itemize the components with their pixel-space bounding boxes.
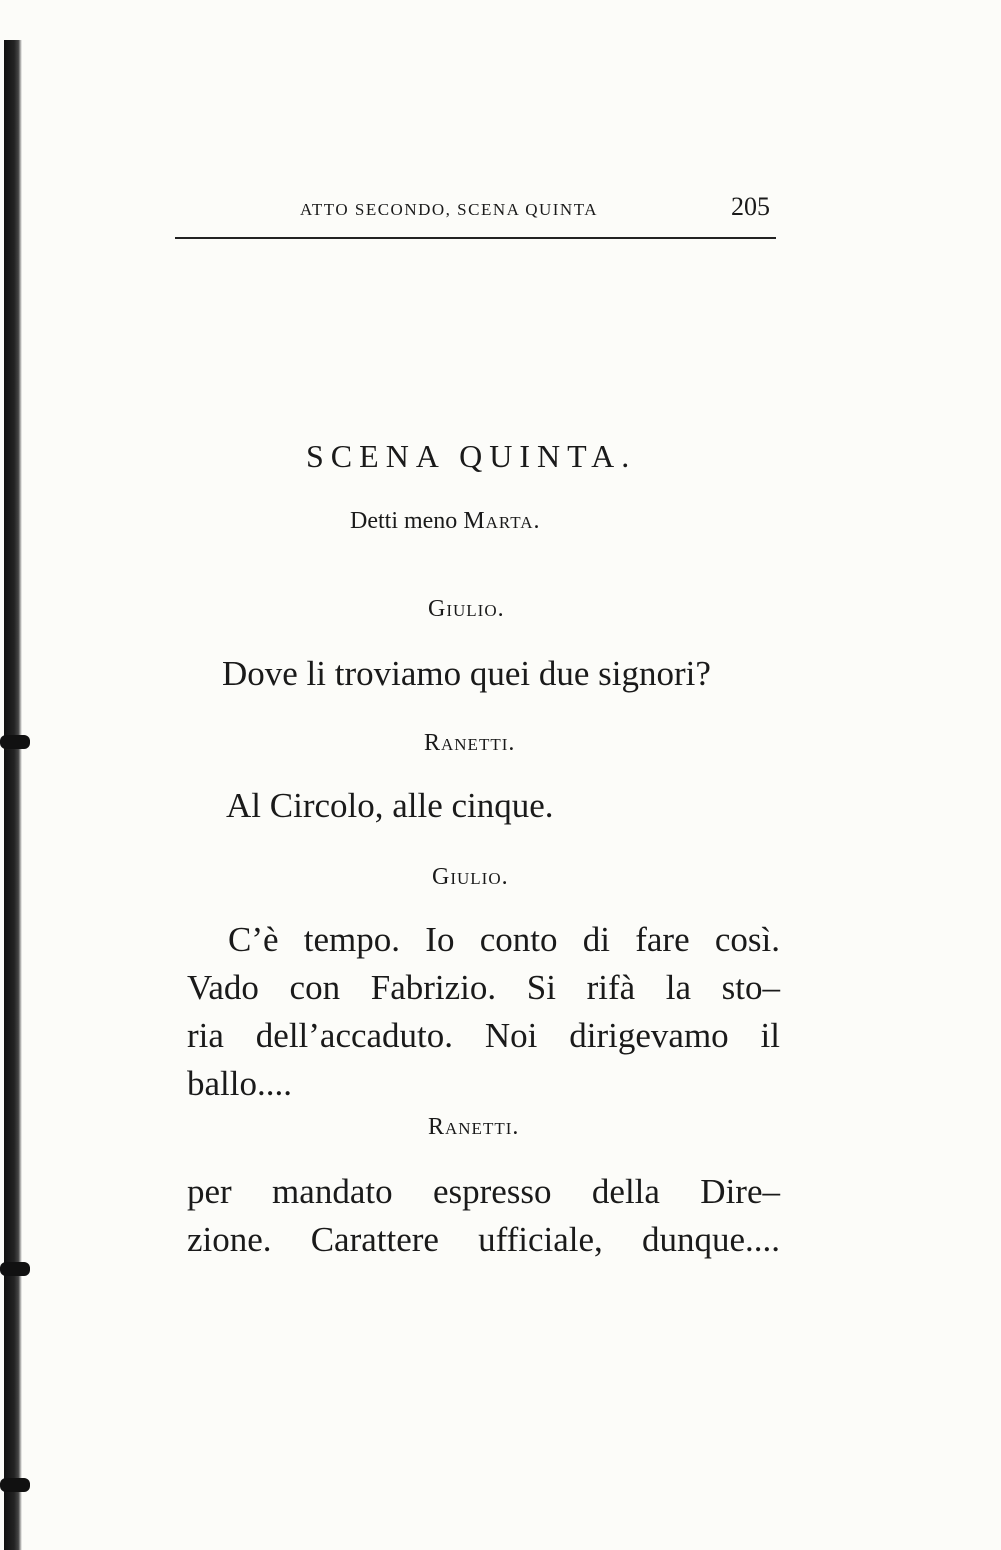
page-number: 205 (731, 192, 770, 221)
dialogue-line: zione. Carattere ufficiale, dunque.... (187, 1220, 780, 1259)
dialogue-line: ballo.... (187, 1064, 292, 1103)
running-head: ATTO SECONDO, SCENA QUINTA (300, 200, 599, 219)
binding-mark (0, 1478, 30, 1492)
binding-mark (0, 735, 30, 749)
dialogue-line: Dove li troviamo quei due signori? (222, 654, 711, 693)
page-header (175, 190, 775, 230)
header-rule (175, 237, 776, 239)
binding-edge (4, 40, 22, 1550)
dialogue-line: Al Circolo, alle cinque. (226, 786, 554, 825)
dialogue-line: ria dell’accaduto. Noi dirigevamo il (187, 1016, 780, 1055)
dialogue-line: C’è tempo. Io conto di fare così. (228, 920, 780, 959)
speaker-label: Ranetti. (424, 730, 516, 756)
stage-direction (350, 508, 541, 535)
stage-direction-character: Marta. (463, 508, 541, 534)
speaker-label: Ranetti. (428, 1114, 520, 1140)
scene-title: SCENA QUINTA. (306, 438, 637, 474)
dialogue-line: Vado con Fabrizio. Si rifà la sto– (187, 968, 780, 1007)
speaker-label: Giulio. (432, 864, 509, 890)
binding-mark (0, 1262, 30, 1276)
speaker-label: Giulio. (428, 596, 505, 622)
stage-direction-prefix: Detti meno (350, 508, 458, 534)
dialogue-line: per mandato espresso della Dire– (187, 1172, 780, 1211)
